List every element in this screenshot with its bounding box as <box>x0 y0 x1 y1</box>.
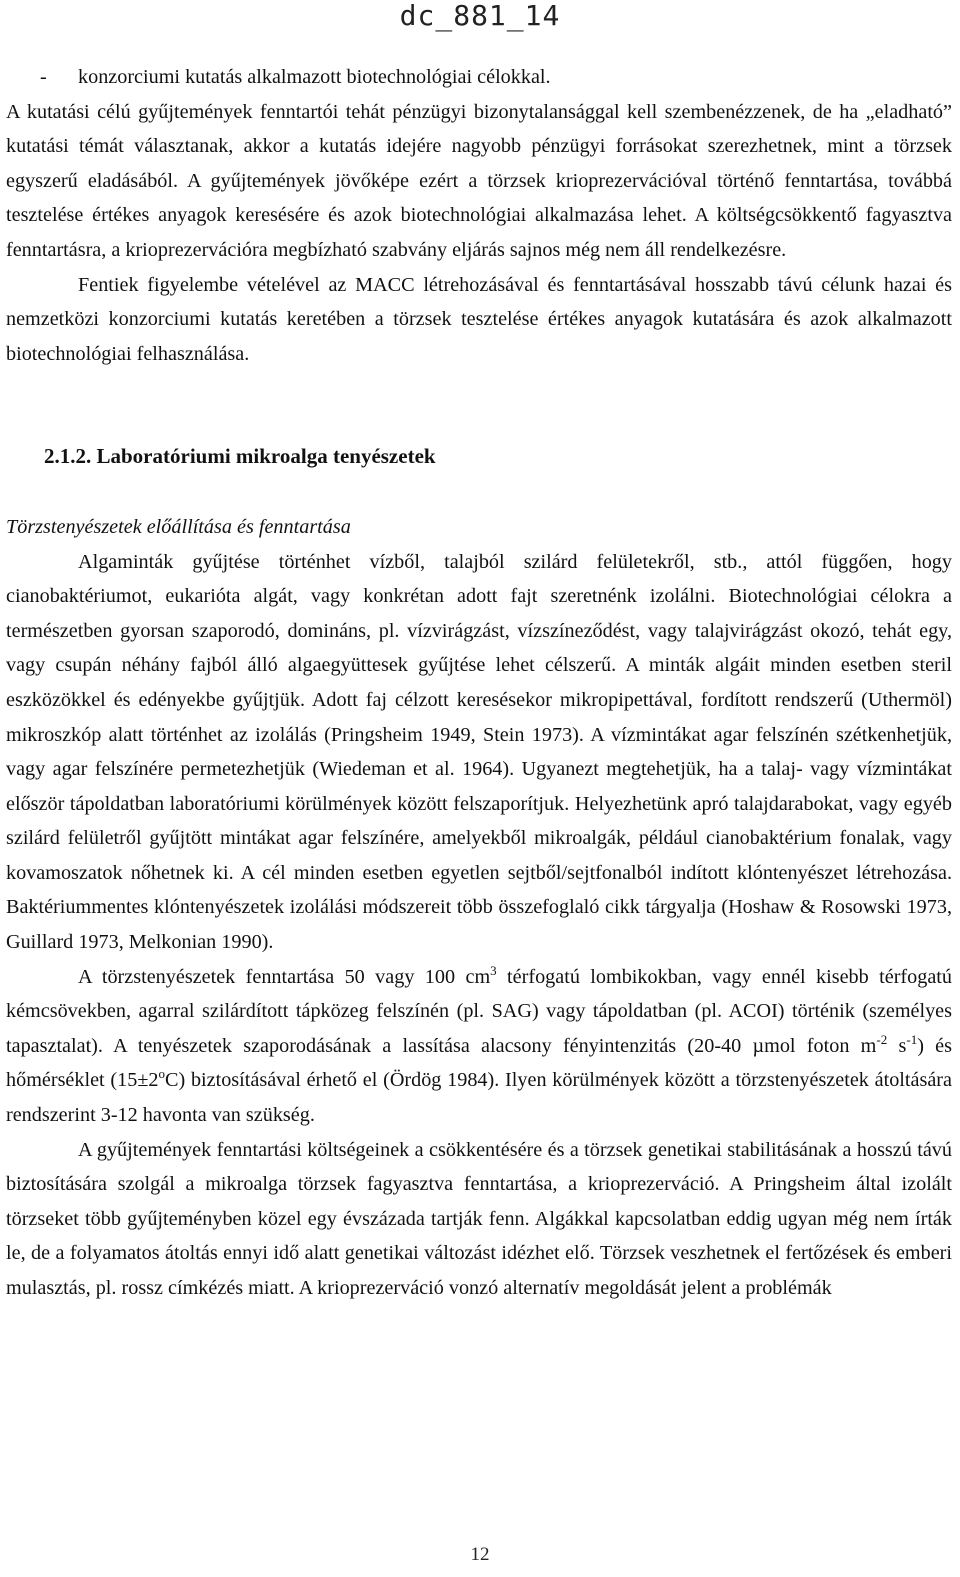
section-heading: 2.1.2. Laboratóriumi mikroalga tenyészetek <box>44 444 436 469</box>
paragraph-maintenance-part-a: A törzstenyészetek fenntartása 50 vagy 100 cm <box>78 965 491 988</box>
paragraph-macc-goals: Fentiek figyelembe vételével az MACC létrehozásával és fenntartásával hosszabb távú célunk hazai és nemzetközi konzorciumi kutatás keretében a törzsek tesztelése értékes anyagok kutatására és azok alkalmazott biotechnológiai felhasználása. <box>6 273 952 365</box>
page-number: 12 <box>470 1544 490 1565</box>
paragraph-maintenance <box>6 960 952 1133</box>
list-item <box>6 60 952 95</box>
list-dash: - <box>40 66 47 88</box>
spacer <box>6 474 952 510</box>
paragraph-maintenance-part-b: térfogatú lombikokban, vagy ennél kisebb térfogatú kémcsövekben, agarral szilárdított tápközeg felszínén (pl. SAG) vagy tápoldatban (pl. ACOI) történik (személyes tapasztalat). A tenyészetek szaporodásának a lassítása alacsony fényintenzitás (20-40 µmol foton m <box>6 965 952 1057</box>
section-subheading: Törzstenyészetek előállítása és fenntartása <box>6 515 351 538</box>
superscript-degree: o <box>158 1066 165 1082</box>
superscript-m-exponent: -2 <box>876 1031 888 1047</box>
document-code-header: dc_881_14 <box>399 0 561 32</box>
paragraph-maintenance-part-e: C) biztosításával érhető el (Ördög 1984). Ilyen körülmények között a törzstenyészetek átoltására rendszerint 3-12 havonta van szükség. <box>6 1069 952 1127</box>
document-body <box>6 60 952 1306</box>
paragraph-maintenance-part-d: ) és hőmérséklet (15±2 <box>6 1034 953 1092</box>
spacer <box>6 371 952 439</box>
paragraph-cryopreservation: A gyűjtemények fenntartási költségeinek a csökkentésére és a törzsek genetikai stabilitásának a hosszú távú biztosítására szolgál a mikroalga törzsek fagyasztva fenntartása, a krioprezerváció. A Pringsheim által izolált törzseket több gyűjteményben közel egy évszázada tartják fenn. Algákkal kapcsolatban eddig ugyan még nem írták le, de a folyamatos átoltás ennyi idő alatt genetikai változást idézhet elő. Törzsek veszhetnek el fertőzések és emberi mulasztás, pl. rossz címkézés miatt. A krioprezerváció vonzó alternatív megoldását jelent a problémák <box>6 1138 952 1299</box>
paragraph-collections-funding: A kutatási célú gyűjtemények fenntartói tehát pénzügyi bizonytalansággal kell szembenézzenek, de ha „eladható” kutatási témát választanak, akkor a kutatás idejére nagyobb pénzügyi forrásokat szerezhetnek, mint a törzsek egyszerű eladásából. A gyűjtemények jövőképe ezért a törzsek krioprezervációval történő fenntartása, továbbá tesztelése értékes anyagok keresésére és azok biotechnológiai alkalmazása lehet. A költségcsökkentő fagyasztva fenntartásra, a krioprezervációra megbízható szabvány eljárás sajnos még nem áll rendelkezésre. <box>6 100 952 261</box>
paragraph-maintenance-part-c: s <box>887 1034 907 1057</box>
superscript-cubic: 3 <box>490 962 497 978</box>
superscript-s-exponent: -1 <box>906 1031 918 1047</box>
list-item-text: konzorciumi kutatás alkalmazott biotechnológiai célokkal. <box>78 66 551 88</box>
paragraph-sampling: Algaminták gyűjtése történhet vízből, talajból szilárd felületekről, stb., attól függően, hogy cianobaktériumot, eukarióta algát, vagy konkrétan adott fajt szeretnénk izolálni. Biotechnológiai célokra a természetben gyorsan szaporodó, domináns, pl. vízvirágzást, vízszíneződést, vagy talajvirágzást okozó, tehát egy, vagy csupán néhány fajból álló algaegyüttesek gyűjtése lehet célszerű. A minták algáit minden esetben steril eszközökkel és edényekbe gyűjtjük. Adott faj célzott keresésekor mikropipettával, fordított rendszerű (Uthermöl) mikroszkóp alatt történhet az izolálás (Pringsheim 1949, Stein 1973). A vízmintákat agar felszínén szétkenhetjük, vagy agar felszínére permetezhetjük (Wiedeman et al. 1964). Ugyanezt megtehetjük, ha a talaj- vagy vízmintákat először tápoldatban laboratóriumi körülmények között felszaporítjuk. Helyezhetünk apró talajdarabokat, vagy egyéb szilárd felületről gyűjtött mintákat agar felszínére, amelyekből mikroalgák, például cianobaktérium fonalak, vagy kovamoszatok nőhetnek ki. A cél minden esetben egyetlen sejtből/sejtfonalból indított klóntenyészet létrehozása. Baktériummentes klóntenyészetek izolálási módszereit több összefoglaló cikk tárgyalja (Hoshaw & Rosowski 1973, Guillard 1973, Melkonian 1990). <box>6 550 952 954</box>
